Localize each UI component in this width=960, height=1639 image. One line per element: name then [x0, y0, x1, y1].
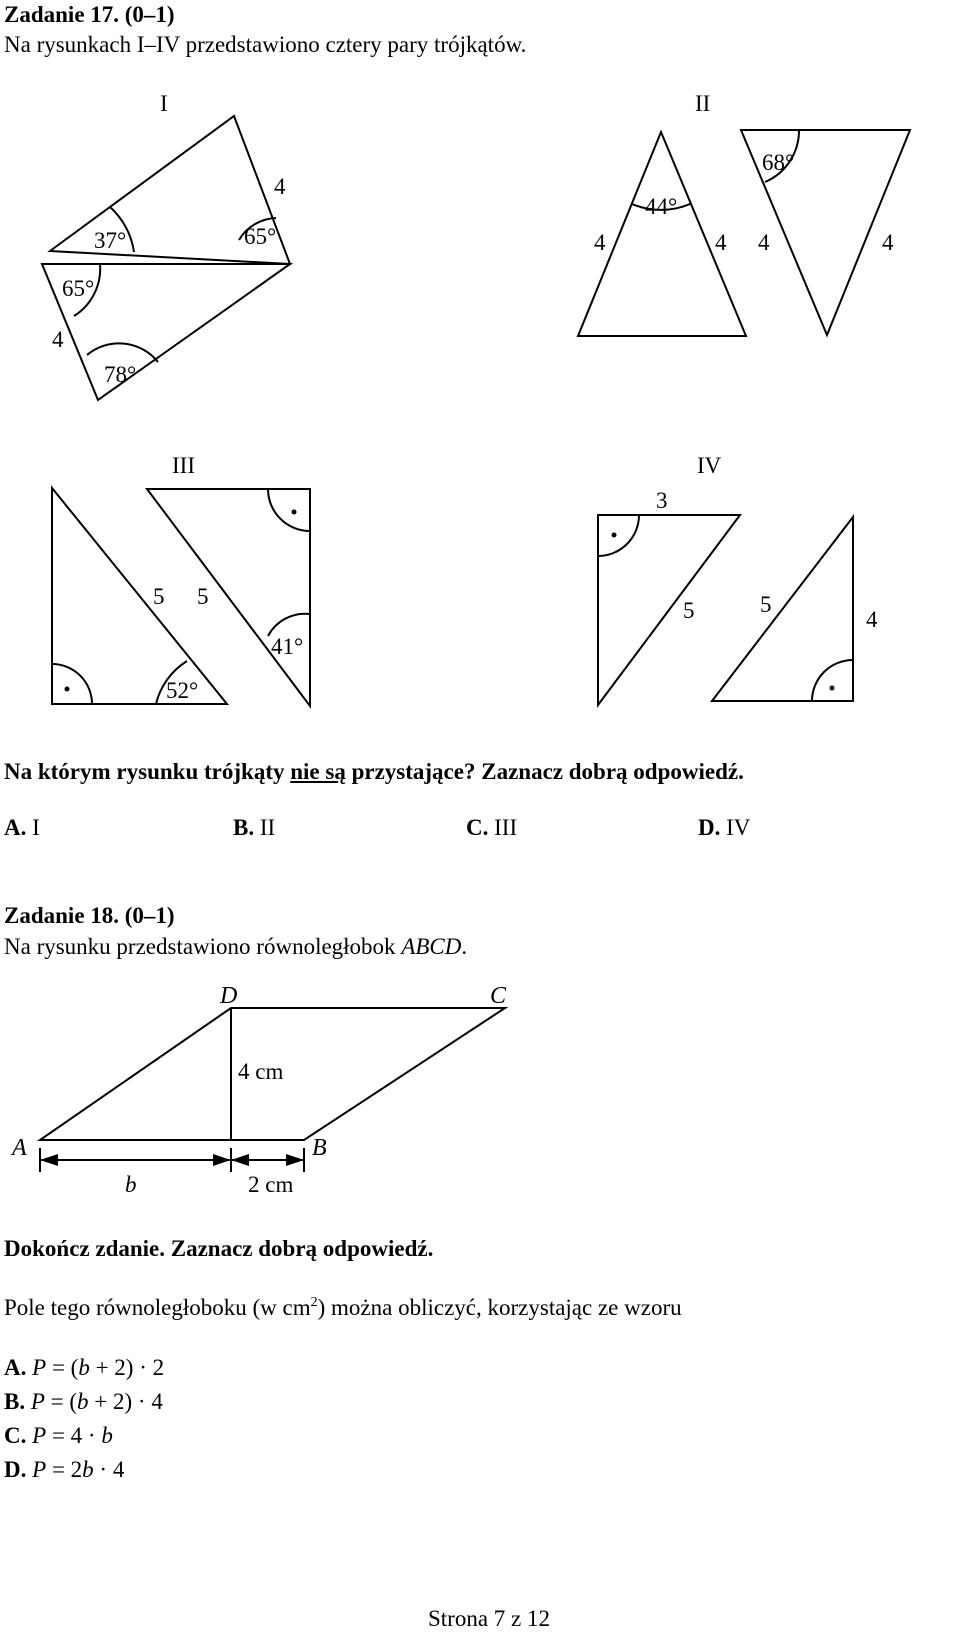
fig3-right-angle-dot-left: [65, 687, 70, 692]
task18-option-b[interactable]: B. P = (b + 2) · 4: [4, 1389, 163, 1414]
fig3-angle-52: 52°: [166, 678, 199, 703]
fig4-side-5-b: 5: [760, 592, 772, 617]
task17-option-d[interactable]: D. IV: [698, 815, 751, 840]
fig3-side-5-b: 5: [197, 584, 209, 609]
height-label: 4 cm: [238, 1059, 284, 1084]
task18-option-d[interactable]: D. P = 2b · 4: [4, 1457, 125, 1482]
fig2-side-4-b: 4: [715, 230, 727, 255]
fig2-side-4-a: 4: [594, 230, 606, 255]
fig4-triangle-right: [712, 517, 853, 701]
fig2-angle-44: 44°: [645, 194, 678, 219]
vertex-d: D: [220, 983, 238, 1009]
figure-4: [598, 488, 878, 705]
fig1-side-4-left: 4: [52, 327, 64, 352]
arrow-2cm-right: [286, 1154, 304, 1166]
task18-sentence: Pole tego równoległoboku (w $cm^2$) można obliczyć, korzystając ze wzoru: [4, 1295, 682, 1320]
task17-option-a[interactable]: A. I: [4, 815, 40, 840]
task17-title: Zadanie 17. (0–1): [4, 2, 175, 27]
fig1-angle-37: 37°: [94, 228, 127, 253]
figure-label-4: IV: [697, 453, 722, 478]
fig3-right-angle-dot-right: [292, 510, 297, 515]
fig2-side-4-d: 4: [882, 230, 894, 255]
page-footer: Strona 7 z 12: [428, 1606, 551, 1631]
fig4-right-angle-dot-right: [830, 686, 835, 691]
parallelogram-figure: [10, 983, 507, 1197]
task17-option-c[interactable]: C. III: [466, 815, 518, 840]
arrow-b-left: [40, 1154, 58, 1166]
fig4-side-4: 4: [866, 607, 878, 632]
fig2-angle-68: 68°: [762, 150, 795, 175]
task17-option-b[interactable]: B. II: [233, 815, 276, 840]
fig1-side-4-top: 4: [274, 174, 286, 199]
figure-label-2: II: [695, 91, 711, 116]
fig4-side-5-a: 5: [683, 598, 695, 623]
vertex-a: A: [12, 1135, 27, 1161]
fig1-angle-65-top: 65°: [244, 224, 277, 249]
fig1-angle-65-left: 65°: [62, 276, 95, 301]
fig3-side-5-a: 5: [153, 584, 165, 609]
figure-2: [578, 130, 910, 336]
segment-2cm-label: 2 cm: [248, 1172, 294, 1197]
segment-b-label: b: [125, 1172, 137, 1197]
task18-title: Zadanie 18. (0–1): [4, 903, 175, 928]
arrow-2cm-left: [231, 1154, 249, 1166]
fig4-triangle-left: [598, 515, 740, 705]
fig3-angle-arc-41: [268, 614, 310, 636]
fig3-right-angle-arc-right: [268, 489, 310, 531]
fig4-right-angle-arc-right: [812, 660, 853, 701]
fig2-side-4-c: 4: [758, 230, 770, 255]
figure-3: [52, 488, 310, 706]
fig1-angle-78: 78°: [104, 362, 137, 387]
task18-instruction: Dokończ zdanie. Zaznacz dobrą odpowiedź.: [4, 1236, 434, 1261]
task18-option-a[interactable]: A. P = (b + 2) · 2: [4, 1355, 165, 1380]
fig3-angle-41: 41°: [271, 634, 304, 659]
task18-intro: Na rysunku przedstawiono równoległobok ABCD.: [4, 934, 468, 959]
figure-label-3: III: [172, 453, 195, 478]
vertex-c: C: [490, 983, 507, 1009]
fig4-right-angle-dot-left: [612, 533, 617, 538]
fig4-right-angle-arc-left: [598, 515, 639, 556]
task17-intro: Na rysunkach I–IV przedstawiono cztery pary trójkątów.: [4, 32, 527, 57]
figure-1: [42, 116, 290, 400]
question-emphasis: nie są: [290, 759, 346, 784]
fig3-right-angle-arc-left: [52, 664, 92, 704]
fig1-angle-arc-78: [87, 343, 158, 362]
task18-option-c[interactable]: C. P = 4 · b: [4, 1423, 113, 1448]
fig4-side-3: 3: [656, 488, 668, 513]
task17-question: Na którym rysunku trójkąty nie są przystające? Zaznacz dobrą odpowiedź.: [4, 759, 744, 784]
figure-label-1: I: [160, 91, 168, 116]
vertex-b: B: [312, 1135, 327, 1161]
arrow-b-right: [213, 1154, 231, 1166]
